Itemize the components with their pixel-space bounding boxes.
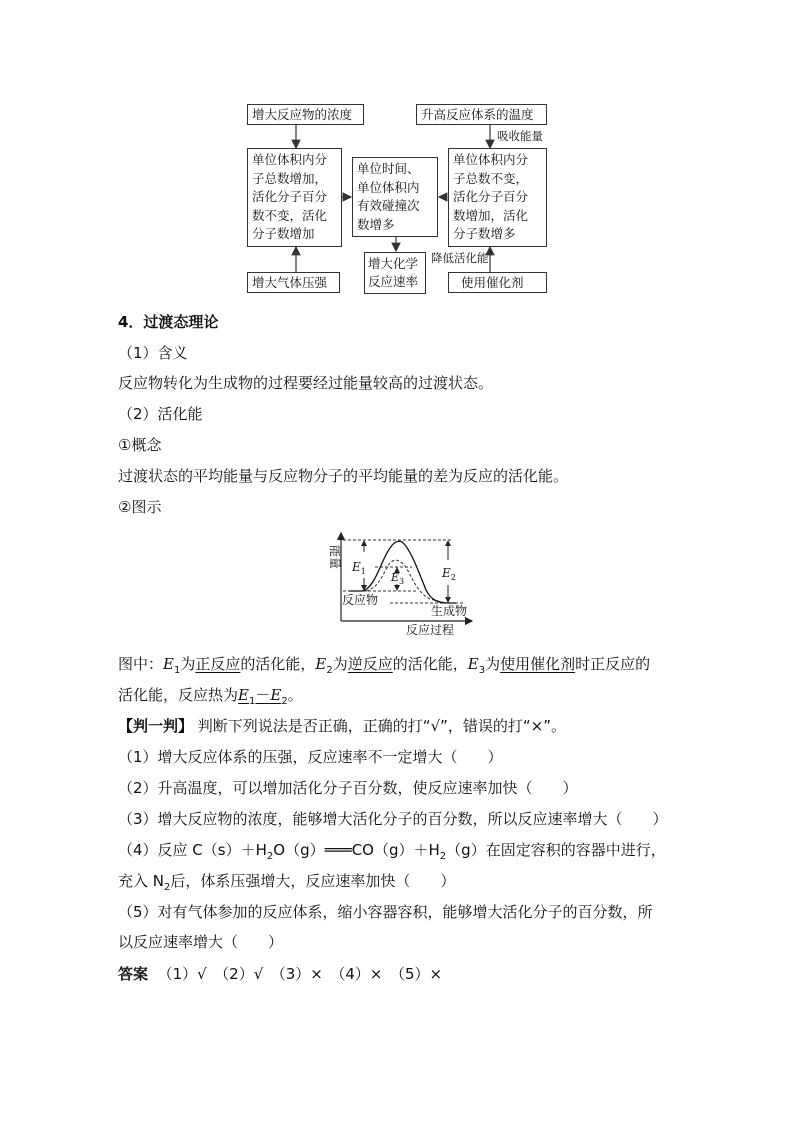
judge-question-4-line-2: 充入 $N_2$后，体系压强增大，反应速率加快（ ）	[118, 872, 456, 893]
x-axis-label: 反应过程	[406, 623, 455, 637]
reaction-heat: $E_1-E_2$	[238, 686, 288, 707]
box-right-effect: 单位体积内分 子总数不变， 活化分子百分 数增加，活化 分子数增多	[448, 148, 547, 247]
judge-question-5-line-2: 以反应速率增大（ ）	[118, 933, 284, 951]
box-increase-concentration: 增大反应物的浓度	[247, 104, 364, 125]
answer-tag: 答案	[118, 965, 149, 983]
judge-intro: 【判一判】 判断下列说法是否正确，正确的打“√”，错误的打“×”。	[118, 717, 567, 735]
item-diagram: ②图示	[118, 498, 162, 516]
reverse-reaction: 逆反应	[347, 655, 393, 673]
use-catalyst: 使用催化剂	[500, 655, 576, 673]
label-lower-activation-energy: 降低活化能	[431, 251, 489, 265]
subsection-meaning: （1）含义	[118, 344, 188, 362]
box-increase-rate: 增大化学 反应速率	[364, 252, 426, 294]
paragraph-concept: 过渡状态的平均能量与反应物分子的平均能量的差为反应的活化能。	[118, 467, 569, 485]
judge-question-2: （2）升高温度，可以增加活化分子百分数，使反应速率加快（ ）	[118, 779, 578, 797]
e3-label: $E_3$	[391, 571, 405, 586]
explanation-line-1: 图中：$E_1$为正反应的活化能，$E_2$为逆反应的活化能，$E_3$为使用催化剂时正反应的	[118, 655, 651, 676]
box-left-effect: 单位体积内分 子总数增加， 活化分子百分 数不变，活化 分子数增加	[247, 148, 342, 247]
item-concept: ①概念	[118, 436, 162, 454]
section-heading: 4．过渡态理论	[118, 313, 219, 331]
box-raise-temperature: 升高反应体系的温度	[416, 104, 547, 125]
box-increase-pressure: 增大气体压强	[247, 272, 340, 293]
judge-question-5-line-1: （5）对有气体参加的反应体系，缩小容器容积，能够增大活化分子的百分数，所	[118, 903, 653, 921]
y-axis-label: 能量	[328, 545, 342, 570]
box-center-effect: 单位时间、 单位体积内 有效碰撞次 数增多	[352, 157, 438, 237]
box-use-catalyst: 使用催化剂	[448, 272, 547, 293]
subsection-activation-energy: （2）活化能	[118, 405, 203, 423]
answer-text: （1）√ （2）√ （3）× （4）× （5）×	[157, 965, 443, 983]
reactant-label: 反应物	[342, 593, 379, 607]
label-absorb-energy: 吸收能量	[497, 129, 543, 143]
answer-line	[118, 964, 442, 984]
forward-reaction: 正反应	[195, 655, 241, 673]
judge-question-4-line-1: （4）反应 $C(s)+H_2O(g)═══CO(g)+H_2(g)$在固定容积的容器中进行，	[118, 841, 666, 862]
judge-question-3: （3）增大反应物的浓度，能够增大活化分子的百分数，所以反应速率增大（ ）	[118, 810, 668, 828]
e2-label: $E_2$	[442, 566, 456, 582]
e1-label: $E_1$	[352, 560, 366, 576]
paragraph-meaning: 反应物转化为生成物的过程要经过能量较高的过渡状态。	[118, 374, 494, 392]
explanation-line-2: 活化能，反应热为$E_1-E_2$。	[118, 686, 303, 707]
product-label: 生成物	[431, 604, 468, 618]
judge-question-1: （1）增大反应体系的压强，反应速率不一定增大（ ）	[118, 748, 503, 766]
